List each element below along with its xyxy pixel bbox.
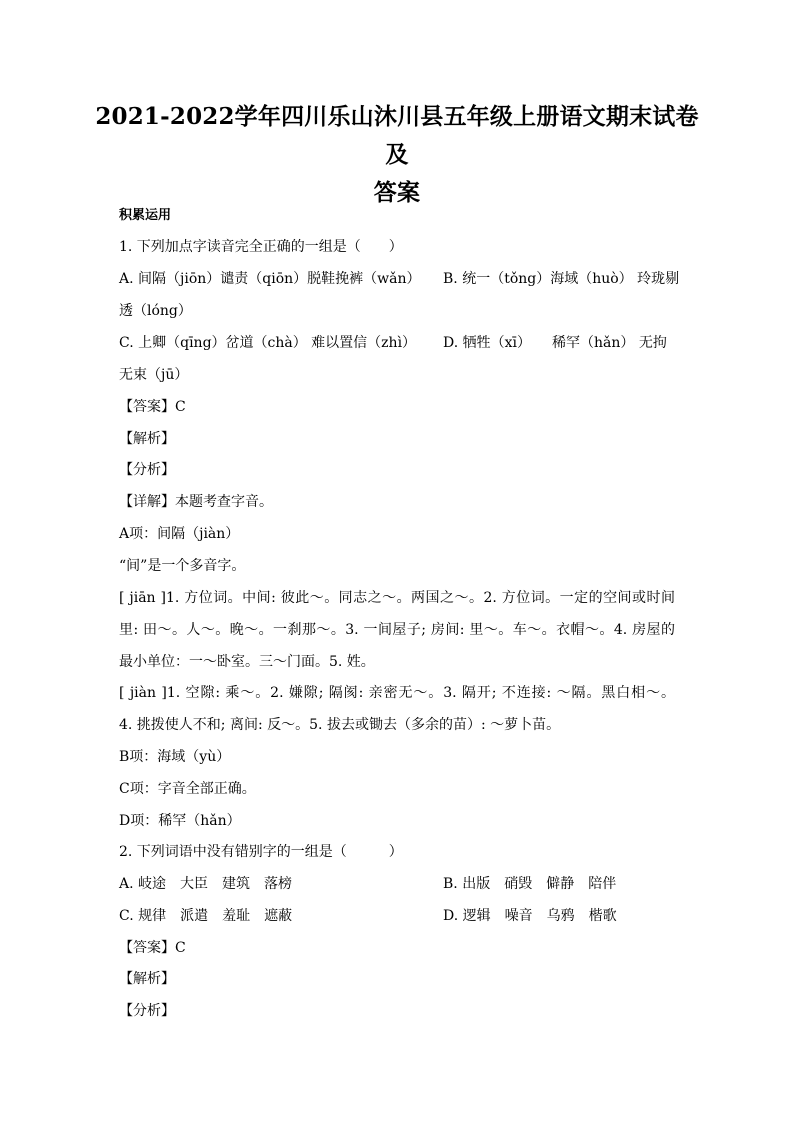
q2-fenxi: 【分析】 (119, 1003, 175, 1019)
title-line-2: 答案 (373, 179, 421, 206)
q1-b-item: B项：海域（yù） (119, 749, 231, 765)
q1-xiangjie: 【详解】本题考查字音。 (119, 494, 273, 510)
q1-answer: 【答案】C (119, 399, 186, 415)
q2-option-d: D. 逻辑 噪音 乌鸦 楷歌 (443, 908, 617, 924)
q1-stem: 1. 下列加点字读音完全正确的一组是（ ） (119, 239, 403, 255)
q1-jian1-line3: 最小单位：一～卧室。三～门面。5. 姓。 (119, 654, 375, 670)
q1-jian-note: “间”是一个多音字。 (119, 558, 246, 574)
q2-option-b: B. 出版 硝毁 僻静 陪伴 (443, 876, 617, 892)
q1-option-a: A. 间隔（jiōn）谴责（qiōn）脱鞋挽裤（wǎn） (119, 271, 421, 287)
document-title (95, 98, 699, 212)
q1-jiexi: 【解析】 (119, 431, 175, 447)
q2-jiexi: 【解析】 (119, 971, 175, 987)
q1-option-d-cont: 无束（jū） (119, 367, 189, 383)
title-line-1: 2021-2022学年四川乐山沐川县五年级上册语文期末试卷及 (95, 103, 699, 168)
q1-jian1-line2: 里: 田～。人～。晚～。一刹那～。3. 一间屋子; 房间: 里～。车～。衣帽～。4. 房屋的 (119, 622, 675, 638)
section-heading: 积累运用 (119, 208, 172, 223)
q1-option-d: D. 牺牲（xī） 稀罕（hǎn） 无拘 (443, 335, 667, 351)
q2-stem: 2. 下列词语中没有错别字的一组是（ ） (119, 844, 403, 860)
q1-a-item: A项：间隔（jiàn） (119, 526, 240, 542)
q1-option-c: C. 上卿（qīng）岔道（chà） 难以置信（zhì） (119, 335, 417, 351)
q1-fenxi: 【分析】 (119, 462, 175, 478)
q1-c-item: C项：字音全部正确。 (119, 781, 256, 797)
q1-jian2-line1: [ jiàn ]1. 空隙: 乘～。2. 嫌隙; 隔阂: 亲密无～。3. 隔开; 不连接: ～隔。黑白相～。 (119, 685, 675, 701)
q2-option-a: A. 岐途 大臣 建筑 落榜 (119, 876, 293, 892)
q1-d-item: D项：稀罕（hǎn） (119, 813, 241, 829)
q1-option-b-cont: 透（lóng） (119, 303, 192, 319)
q2-option-c: C. 规律 派遣 羞耻 遮蔽 (119, 908, 293, 924)
q1-jian2-line2: 4. 挑拨使人不和; 离间: 反～。5. 拔去或锄去（多余的苗）: ～萝卜苗。 (119, 717, 561, 733)
q2-answer: 【答案】C (119, 940, 186, 956)
q1-jian1-line1: [ jiān ]1. 方位词。中间: 彼此～。同志之～。两国之～。2. 方位词。一定的空间或时间 (119, 590, 675, 606)
q1-option-b: B. 统一（tǒng）海域（huò） 玲珑剔 (443, 271, 680, 287)
